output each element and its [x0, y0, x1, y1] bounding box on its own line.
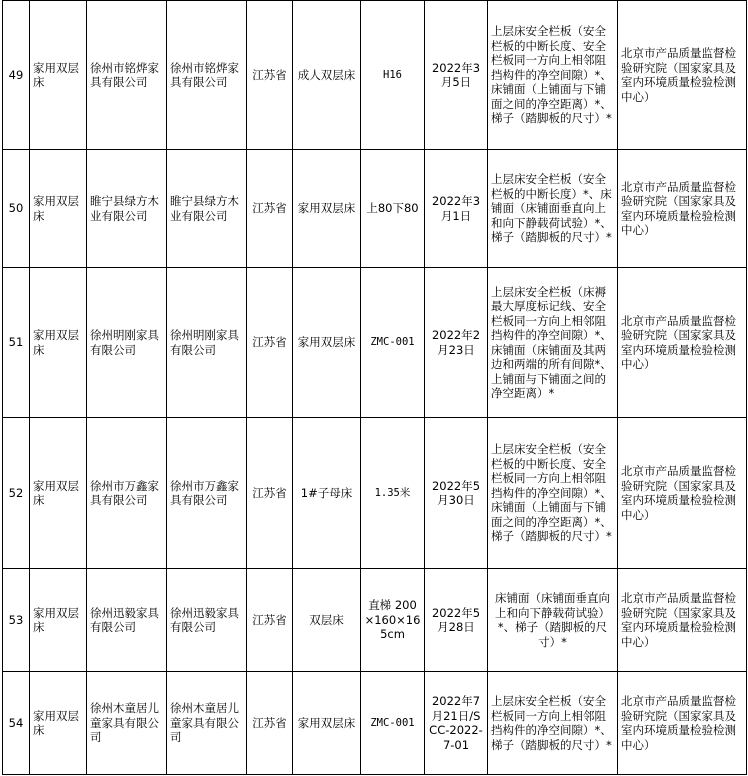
- product-category: 家用双层床: [30, 150, 87, 268]
- inspection-org: 北京市产品质量监督检验研究院（国家家具及室内环境质量检验检测中心）: [618, 150, 747, 268]
- province: 江苏省: [247, 1, 293, 150]
- product-category: 家用双层床: [30, 672, 87, 775]
- product-name: 成人双层床: [293, 1, 361, 150]
- table-row: [3, 672, 747, 775]
- model-spec: H16: [361, 1, 425, 150]
- manufacturer-name: 徐州明刚家具有限公司: [87, 268, 167, 418]
- seller-name: 徐州迅毅家具有限公司: [167, 569, 247, 672]
- manufacturer-name: 徐州迅毅家具有限公司: [87, 569, 167, 672]
- province: 江苏省: [247, 569, 293, 672]
- manufacturer-name: 徐州市铭烨家具有限公司: [87, 1, 167, 150]
- failed-items: 上层床安全栏板（安全栏板的中断长度、安全栏板同一方向上相邻阻挡构件的净空间隙）*、床铺面（上铺面与下铺面之间的净空距离）*、梯子（踏脚板的尺寸）*: [488, 1, 618, 150]
- inspection-org: 北京市产品质量监督检验研究院（国家家具及室内环境质量检验检测中心）: [618, 418, 747, 569]
- table-row: [3, 1, 747, 150]
- model-spec: ZMC-001: [361, 268, 425, 418]
- seller-name: 徐州市铭烨家具有限公司: [167, 1, 247, 150]
- model-spec: 1.35米: [361, 418, 425, 569]
- row-number: 51: [3, 268, 30, 418]
- product-name: 家用双层床: [293, 268, 361, 418]
- product-category: 家用双层床: [30, 1, 87, 150]
- seller-name: 睢宁县绿方木业有限公司: [167, 150, 247, 268]
- production-date: 2022年7月21日/SCC-2022-7-01: [425, 672, 488, 775]
- failed-items: 上层床安全栏板（安全栏板的中断长度）*、床铺面（床铺面垂直向上和向下静载荷试验）*、梯子（踏脚板的尺寸）*: [488, 150, 618, 268]
- failed-items: 上层床安全栏板（安全栏板同一方向上相邻阻挡构件的净空间隙）*、梯子（踏脚板的尺寸）*: [488, 672, 618, 775]
- table-row: [3, 150, 747, 268]
- province: 江苏省: [247, 150, 293, 268]
- production-date: 2022年2月23日: [425, 268, 488, 418]
- failed-items: 床铺面（床铺面垂直向上和向下静载荷试验）*、梯子（踏脚板的尺寸）*: [488, 569, 618, 672]
- production-date: 2022年5月30日: [425, 418, 488, 569]
- model-spec: 直梯 200×160×165cm: [361, 569, 425, 672]
- production-date: 2022年3月1日: [425, 150, 488, 268]
- model-spec: 上80下80: [361, 150, 425, 268]
- seller-name: 徐州木童居儿童家具有限公司: [167, 672, 247, 775]
- product-category: 家用双层床: [30, 268, 87, 418]
- product-name: 1#子母床: [293, 418, 361, 569]
- failed-items: 上层床安全栏板（安全栏板的中断长度、安全栏板同一方向上相邻阻挡构件的净空间隙）*、床铺面（上铺面与下铺面之间的净空距离）*、梯子（踏脚板的尺寸）*: [488, 418, 618, 569]
- table-row: [3, 268, 747, 418]
- production-date: 2022年5月28日: [425, 569, 488, 672]
- inspection-org: 北京市产品质量监督检验研究院（国家家具及室内环境质量检验检测中心）: [618, 672, 747, 775]
- inspection-org: 北京市产品质量监督检验研究院（国家家具及室内环境质量检验检测中心）: [618, 1, 747, 150]
- row-number: 52: [3, 418, 30, 569]
- failed-items: 上层床安全栏板（床褥最大厚度标记线、安全栏板同一方向上相邻阻挡构件的净空间隙）*、床铺面（床铺面及其两边和两端的所有间隙*、上铺面与下铺面之间的净空距离）*: [488, 268, 618, 418]
- product-name: 双层床: [293, 569, 361, 672]
- production-date: 2022年3月5日: [425, 1, 488, 150]
- province: 江苏省: [247, 672, 293, 775]
- model-spec: ZMC-001: [361, 672, 425, 775]
- results-table: [2, 0, 747, 775]
- manufacturer-name: 徐州木童居儿童家具有限公司: [87, 672, 167, 775]
- manufacturer-name: 睢宁县绿方木业有限公司: [87, 150, 167, 268]
- province: 江苏省: [247, 418, 293, 569]
- seller-name: 徐州明刚家具有限公司: [167, 268, 247, 418]
- row-number: 54: [3, 672, 30, 775]
- product-category: 家用双层床: [30, 418, 87, 569]
- product-name: 家用双层床: [293, 672, 361, 775]
- province: 江苏省: [247, 268, 293, 418]
- row-number: 53: [3, 569, 30, 672]
- table-row: [3, 418, 747, 569]
- table-row: [3, 569, 747, 672]
- seller-name: 徐州市万鑫家具有限公司: [167, 418, 247, 569]
- inspection-org: 北京市产品质量监督检验研究院（国家家具及室内环境质量检验检测中心）: [618, 268, 747, 418]
- row-number: 49: [3, 1, 30, 150]
- inspection-org: 北京市产品质量监督检验研究院（国家家具及室内环境质量检验检测中心）: [618, 569, 747, 672]
- manufacturer-name: 徐州市万鑫家具有限公司: [87, 418, 167, 569]
- product-name: 家用双层床: [293, 150, 361, 268]
- product-category: 家用双层床: [30, 569, 87, 672]
- row-number: 50: [3, 150, 30, 268]
